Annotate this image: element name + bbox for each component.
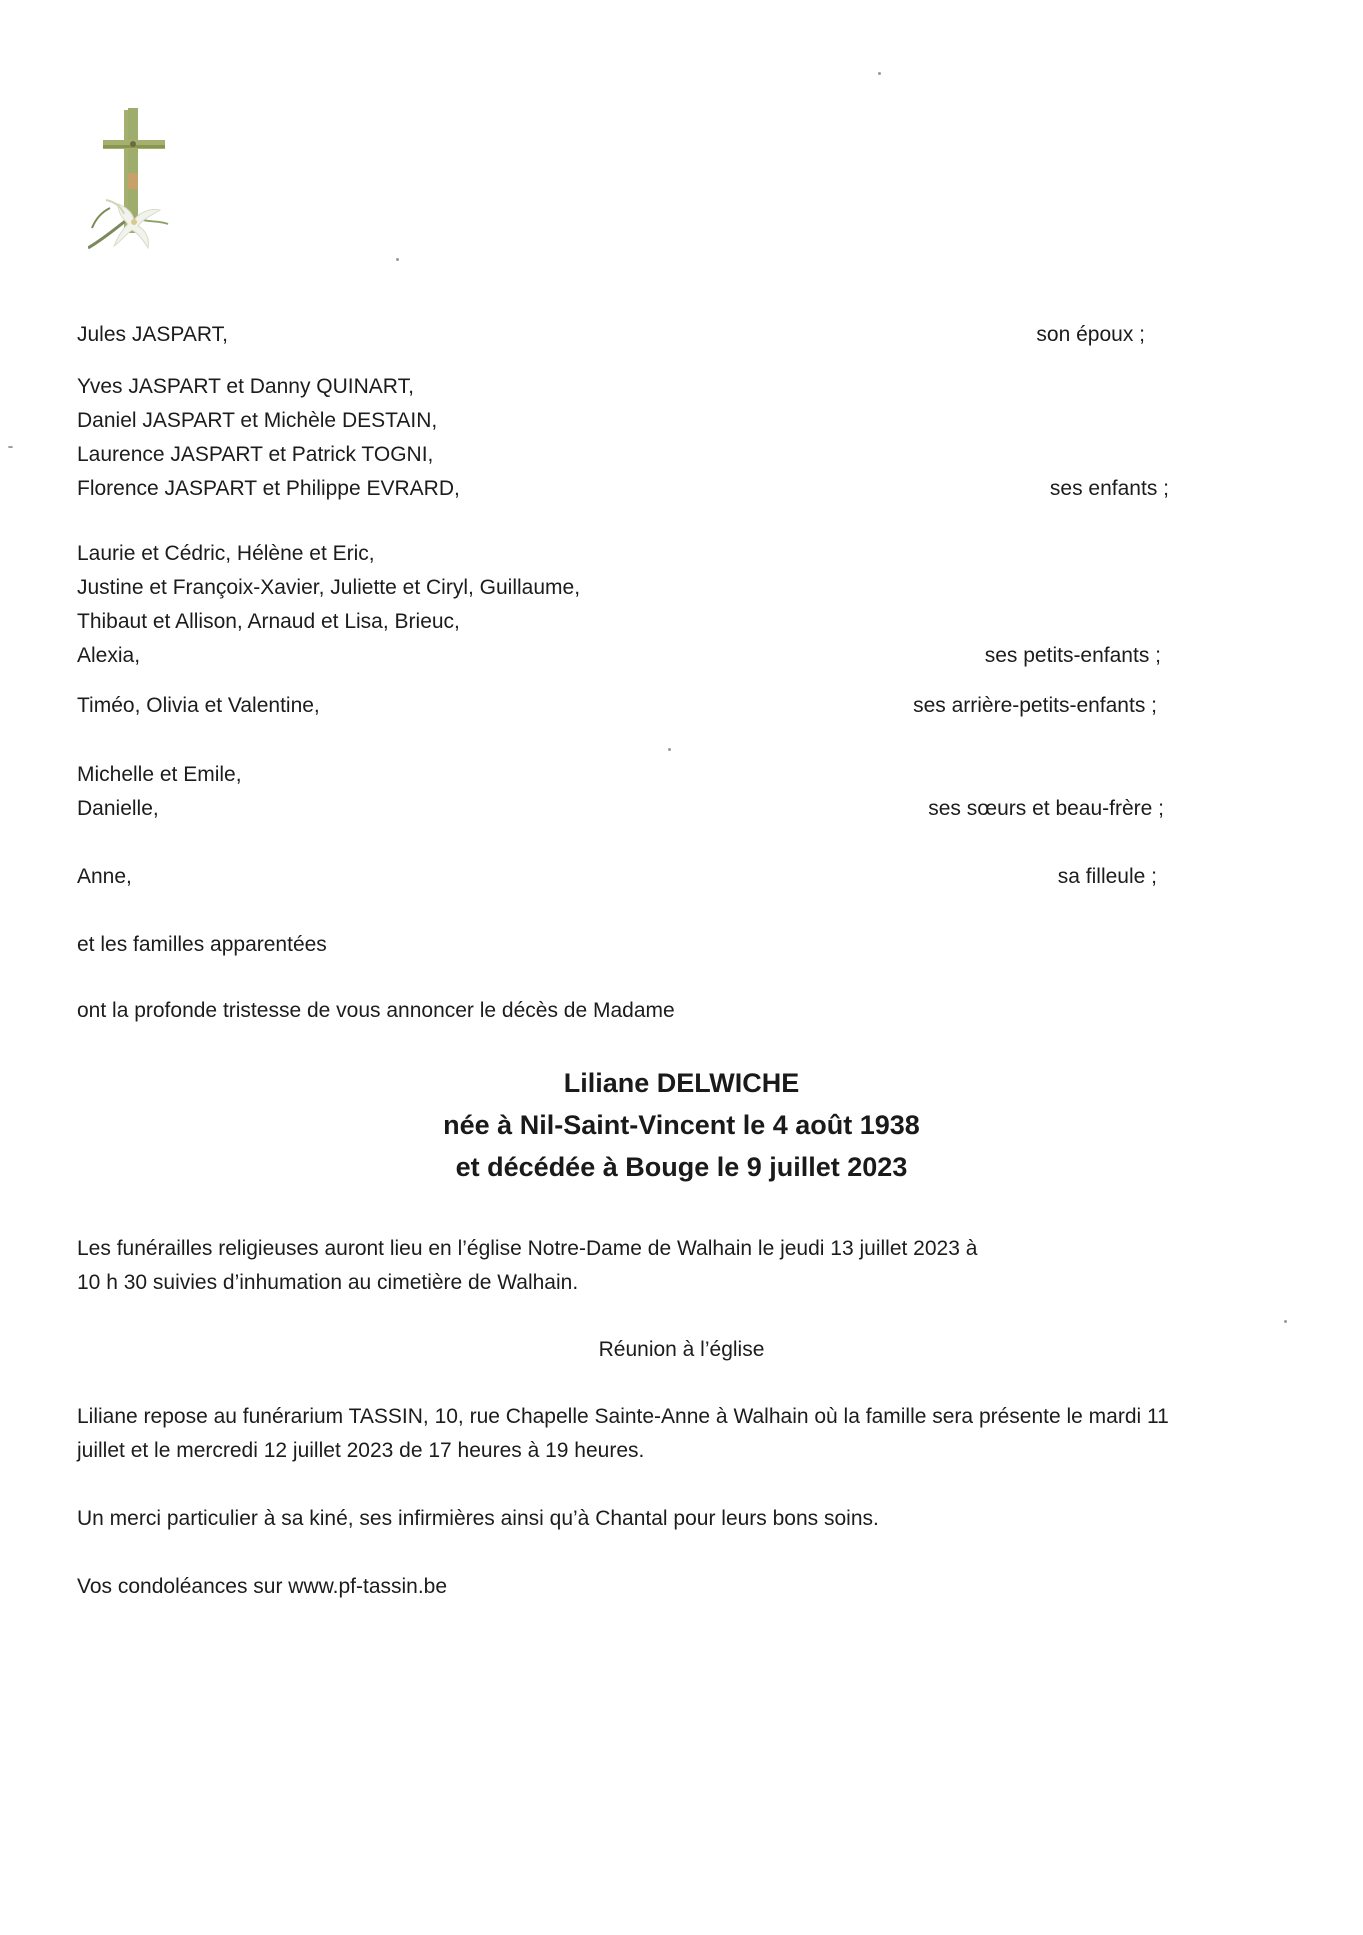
scan-speck <box>396 258 399 261</box>
announcement-line: ont la profonde tristesse de vous annoncer le décès de Madame <box>77 999 675 1022</box>
deceased-name: Liliane DELWICHE <box>563 1068 800 1098</box>
scan-speck <box>878 72 881 75</box>
relative-name: Laurence JASPART et Patrick TOGNI, <box>77 443 434 466</box>
relative-name: Jules JASPART, <box>77 323 228 346</box>
relative-name: Justine et Françoix-Xavier, Juliette et Ciryl, Guillaume, <box>77 576 581 599</box>
scan-speck <box>1284 1320 1287 1323</box>
relative-name: Yves JASPART et Danny QUINART, <box>77 375 414 398</box>
cross-lily-icon <box>88 108 218 278</box>
relation-label: ses sœurs et beau-frère ; <box>928 797 1164 820</box>
relation-label: son époux ; <box>1036 323 1145 346</box>
families-line: et les familles apparentées <box>77 933 327 956</box>
birth-line: née à Nil-Saint-Vincent le 4 août 1938 <box>443 1110 920 1140</box>
funeral-line: 10 h 30 suivies d’inhumation au cimetière de Walhain. <box>77 1271 579 1294</box>
relation-label: sa filleule ; <box>1057 865 1157 888</box>
thanks-line: Un merci particulier à sa kiné, ses infirmières ainsi qu’à Chantal pour leurs bons soins. <box>77 1507 879 1530</box>
scan-speck <box>668 748 671 751</box>
funeral-line: Les funérailles religieuses auront lieu en l’église Notre-Dame de Walhain le jeudi 13 juillet 2023 à <box>77 1237 978 1260</box>
relative-name: Anne, <box>77 865 132 888</box>
repose-line: juillet et le mercredi 12 juillet 2023 de 17 heures à 19 heures. <box>77 1439 645 1462</box>
relation-label: ses petits-enfants ; <box>984 644 1161 667</box>
relative-name: Florence JASPART et Philippe EVRARD, <box>77 477 460 500</box>
relative-name: Timéo, Olivia et Valentine, <box>77 694 320 717</box>
relation-label: ses arrière-petits-enfants ; <box>913 694 1157 717</box>
relative-name: Daniel JASPART et Michèle DESTAIN, <box>77 409 438 432</box>
repose-line: Liliane repose au funérarium TASSIN, 10, rue Chapelle Sainte-Anne à Walhain où la famille sera présente le mardi 11 <box>77 1405 1169 1428</box>
death-line: et décédée à Bouge le 9 juillet 2023 <box>455 1152 908 1182</box>
relative-name: Michelle et Emile, <box>77 763 242 786</box>
scan-speck <box>8 446 13 448</box>
relative-name: Laurie et Cédric, Hélène et Eric, <box>77 542 375 565</box>
relative-name: Danielle, <box>77 797 159 820</box>
reunion-line: Réunion à l’église <box>598 1338 765 1361</box>
relation-label: ses enfants ; <box>1049 477 1169 500</box>
condolences-line: Vos condoléances sur www.pf-tassin.be <box>77 1575 448 1598</box>
relative-name: Alexia, <box>77 644 141 667</box>
relative-name: Thibaut et Allison, Arnaud et Lisa, Brieuc, <box>77 610 460 633</box>
